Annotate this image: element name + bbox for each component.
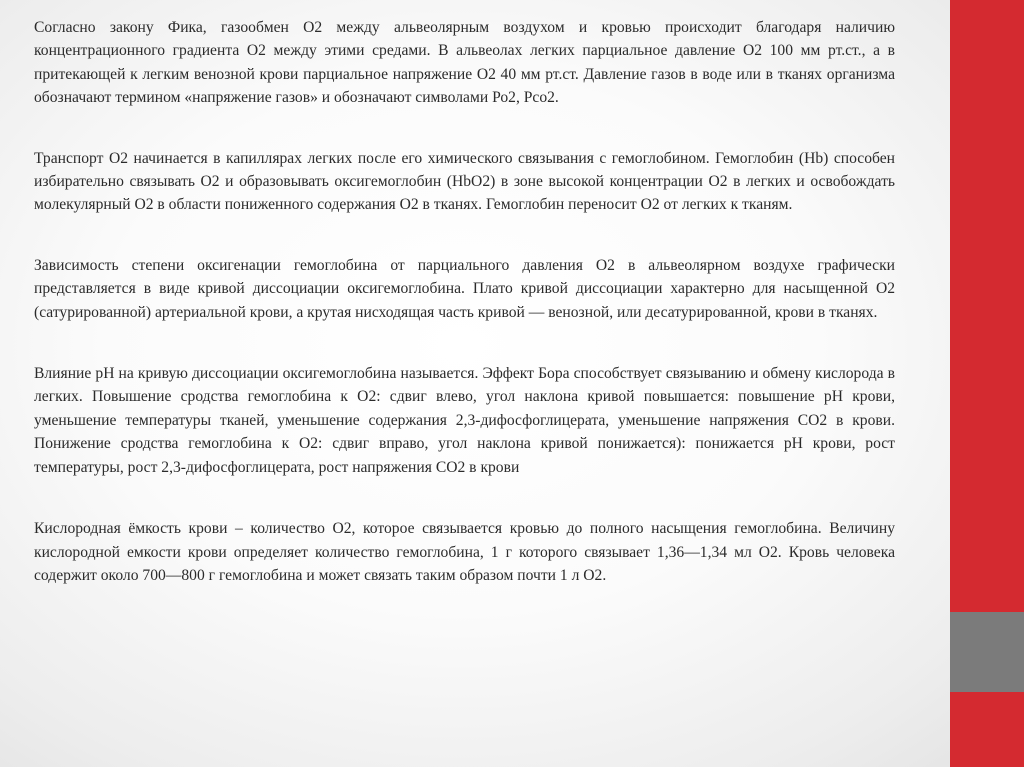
decorative-red-stripe-bottom xyxy=(950,692,1024,767)
paragraph-oxygen-transport: Транспорт О2 начинается в капиллярах легких после его химического связывания с гемоглобином. Гемоглобин (Hb) способен избирательно связывать О2 и образовывать оксигемоглобин (НbО2) в зоне высокой концентрации О2 в легких и освобождать молекулярный О2 в области пониженного содержания О2 в тканях. Гемоглобин переносит О2 от легких к тканям. xyxy=(34,149,895,214)
paragraph-bohr-effect: Влияние рН на кривую диссоциации оксигемоглобина называется. Эффект Бора способствует связыванию и обмену кислорода в легких. Повышение сродства гемоглобина к О2: сдвиг влево, угол наклона кривой повышается: повышение рН крови, уменьшение температуры тканей, уменьшение содержания 2,3-дифосфоглицерата, уменьшение напряжения СО2 в крови. Понижение сродства гемоглобина к О2: сдвиг вправо, угол наклона кривой понижается): понижается рН крови, рост температуры, рост 2,3-дифосфоглицерата, рост напряжения СО2 в крови xyxy=(34,365,895,476)
decorative-red-stripe-top xyxy=(950,0,1024,612)
slide-body-text xyxy=(34,16,895,587)
decorative-gray-block xyxy=(950,612,1024,692)
paragraph-fick-law: Согласно закону Фика, газообмен О2 между альвеолярным воздухом и кровью происходит благодаря наличию концентрационного градиента О2 между этими средами. В альвеолах легких парциальное давление О2 100 мм рт.ст., а в притекающей к легким венозной крови парциальное напряжение О2 40 мм рт.ст. Давление газов в воде или в тканях организма обозначают термином «напряжение газов» и обозначают символами Ро2, Рсо2. xyxy=(34,19,895,107)
paragraph-oxygen-capacity: Кислородная ёмкость крови – количество О2, которое связывается кровью до полного насыщения гемоглобина. Величину кислородной емкости крови определяет количество гемоглобина, 1 г которого связывает 1,36—1,34 мл О2. Кровь человека содержит около 700—800 г гемоглобина и может связать таким образом почти 1 л О2. xyxy=(34,520,895,584)
paragraph-dissociation-curve: Зависимость степени оксигенации гемоглобина от парциального давления О2 в альвеолярном воздухе графически представляется в виде кривой диссоциации оксигемоглобина. Плато кривой диссоциации характерно для насыщенной О2 (сатурированной) артериальной крови, а крутая нисходящая часть кривой — венозной, или десатурированной, крови в тканях. xyxy=(34,256,895,321)
